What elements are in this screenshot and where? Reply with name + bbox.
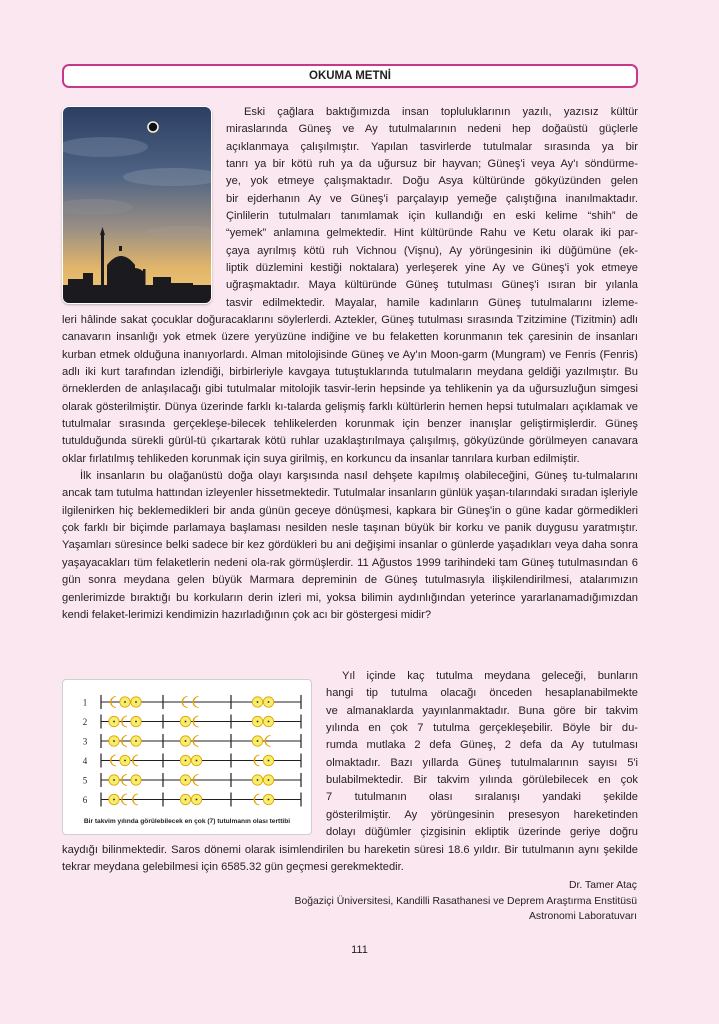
- sun-center-dot: [113, 740, 115, 742]
- sun-center-dot: [185, 721, 187, 723]
- author-affiliation-2: Astronomi Laboratuvarı: [528, 911, 637, 922]
- para1-line: liptik düzlemini kestiği noktalara) yerleşerek yine Ay ve Güneş'i yok etmeye: [226, 262, 638, 275]
- sun-center-dot: [257, 701, 259, 703]
- paragraph-1-continued: [62, 312, 638, 624]
- sun-center-dot: [185, 760, 187, 762]
- sun-center-dot: [135, 740, 137, 742]
- sun-center-dot: [185, 779, 187, 781]
- row-number: 2: [82, 717, 88, 727]
- reading-title: OKUMA METNİ: [309, 70, 391, 82]
- page-number: 111: [351, 944, 368, 956]
- sun-center-dot: [113, 799, 115, 801]
- sun-center-dot: [196, 799, 198, 801]
- para1-continuation: leri hâlinde sakat çocuklar doğuracaklarını söylerlerdi. Aztekler, Güneş tutulması sırasında Tzitzimine (Tizitmin) adlı canavarın insanlığı yok etmek üzere yeryüzüne indiğine ve bu felaketten korunmanın tek çaresinin de insanları kurban etmek olduğuna inanıyorlardı. Alman mitolojisinde Güneş ve Ay'ın Moon-garm (Mungram) ve Fenris (Fenris) adlı iki kurt tarafından izlendiği, birbirleriyle kavgaya tutuştuklarında tutulmaların meydana geldiği yazılmıştır. Bu örneklerden de anlaşılacağı gibi tutulmalar mitolojik tasvir-lerin hepsinde ya tehlikenin ya da uğursuzluğun simgesi olarak gösterilmiştir. Dünya üzerinde farklı kı-talarda gelişmiş farklı kültürlerin hemen hepsi tutulmaları açıklamak ve tutulmalar sırasında gerçekleşe-bilecek tehlikelerden korunmak için benzer inanışlar geliştirmişlerdir. Güneş tutulduğunda sürekli gürül-tü çıkartarak kötü ruhlar uzaklaştırılmaya çalışılmış, gökyüzünde görülmeyen canavara oklar fırlatılmış tehlikeden korunmak için suya girilmiş, en korkuncu da insanlar tanrılara kurban edilmiştir.: [62, 314, 638, 465]
- paragraph-1-wrapped: [226, 104, 638, 312]
- para3-line: ve almanaklarda yayınlanmaktadır. Buna göre bir takvim: [326, 704, 638, 717]
- eclipse-mosque-photo: [62, 106, 212, 304]
- figure-caption: Bir takvim yılında görülebilecek en çok (7) tutulmanın olası terttibi: [83, 818, 291, 825]
- paragraph-2: İlk insanların bu olağanüstü doğa olayı karşısında nasıl dehşete kapılmış olabileceğini, Güneş tu-tulmalarını ancak tam tutulma hattından izleyenler hissetmektedir. Tutulmalar insanların günlük yaşan-tılarındaki sıradan işleriyle ilgilenirken hiç beklemedikleri bir anda günün geceye dönüşmesi, kapkara bir Güneş'in o güne kadar görmedikleri çok farklı bir biçimde parlamaya başlaması nesilden nesle taşınan büyük bir korku ve panik duygusu yaratmıştır. Yaşamları süresince belki sadece bir kez gördükleri bu ani değişimi insanlar o günlerde yaşadıkları veya daha sonra yaşayacakları tüm felaketlerin nedeni ola-rak görmüşlerdir. 11 Ağustos 1999 tarihindeki tam Güneş tutulmasından 6 gün sonra meydana gelen büyük Marmara depreminin de Güneş tutulmasıyla ilişkilendirilmesi, atalarımızın genlerimizde bıraktığı bu korkuların derin izleri mi, yoksa bilimin aydınlığından yeterince yararlanamadığımızdan kendi felaket-lerimizi kendimizin hazırladığının çok acı bir göstergesi midir?: [62, 470, 638, 621]
- para3-line: bulabilmektedir. Bir takvim yılında görülebilecek en çok: [326, 774, 638, 787]
- eclipsed-sun-icon: [148, 122, 158, 132]
- sun-center-dot: [257, 721, 259, 723]
- paragraph-3-wrapped: [326, 668, 638, 841]
- para3-line: Yıl içinde kaç tutulma meydana geleceği, bunların: [342, 670, 638, 682]
- sun-center-dot: [113, 721, 115, 723]
- para1-line: “yemek” anlamına gelmektedir. Hint kültüründe Rahu ve Ketu olarak iki par-: [226, 227, 638, 240]
- eclipse-sequence-diagram: [63, 680, 311, 816]
- row-number: 3: [82, 736, 88, 747]
- sun-center-dot: [135, 779, 137, 781]
- para1-line: tasvir edilmektedir. Mayalar, hamile kadınların Güneş tutulmalarını izleme-: [226, 296, 638, 309]
- row-number: 4: [82, 756, 88, 766]
- para3-line: rumda mutlaka 2 defa Güneş, 2 defa da Ay tutulması: [326, 739, 638, 752]
- para3-line: gösterilmiştir. Ay yörüngesinin presesyon hareketinden: [326, 808, 638, 821]
- sun-center-dot: [268, 799, 270, 801]
- para1-line: bir ejderhanın Ay ve Güneş'i parçalayıp yemeğe çalıştığına inanılmaktadır.: [226, 192, 638, 205]
- para1-line: tanrı ya bir kötü ruh ya da uğursuz bir hayvan; Güneş'i veya Ay'ı söndürme-: [226, 158, 638, 171]
- sun-center-dot: [257, 740, 259, 742]
- sun-center-dot: [135, 721, 137, 723]
- para3-continuation: kaydığı bilinmektedir. Saros dönemi olarak isimlendirilen bu hareketin süresi 18.6 yıldır. Bir tutulmanın aynı şekilde tekrar meydana gelebilmesi için 6585.32 gün geçmesi gerekmektedir.: [62, 844, 638, 874]
- para1-line: açıklanmaya çalışılmıştır. Yapılan tasvirlerde tutulmalar sırasında ya bir: [226, 140, 638, 153]
- para1-line: miraslarında Güneş ve Ay tutulmalarının nedeni hep doğaüstü güçlerle: [226, 123, 638, 136]
- row-number: 6: [82, 795, 88, 805]
- para3-line: yılında en çok 7 tutulma gerçekleşebilir. Böyle bir du-: [326, 722, 638, 735]
- sun-center-dot: [268, 701, 270, 703]
- para1-line: ye, yok etmeye çalışmaktadır. Doğu Asya kültüründe gökyüzünden gelen: [226, 175, 638, 188]
- para3-line: 7 tutulmanın olası sıralanışı yandaki şekilde: [326, 791, 638, 804]
- para3-line: olmaktadır. Bazı yıllarda Güneş tutulmalarının sayısı 5'i: [326, 756, 638, 769]
- sun-center-dot: [185, 799, 187, 801]
- reading-title-box: [62, 64, 638, 88]
- author-name: Dr. Tamer Ataç: [569, 880, 637, 891]
- sun-center-dot: [268, 779, 270, 781]
- para1-line: Çinlilerin tutulmaları tanımlamak için kullandığı en eski kelime “shih” de: [226, 210, 638, 223]
- para3-line: hangi tip tutulma olacağı önceden hesaplanabilmekte: [326, 687, 638, 700]
- paragraph-3-continued: [62, 842, 638, 877]
- author-affiliation-1: Boğaziçi Üniversitesi, Kandilli Rasathanesi ve Deprem Araştırma Enstitüsü: [294, 896, 637, 907]
- row-number: 1: [82, 697, 88, 708]
- para1-line: çaya ayrılmış kötü ruh Vichnou (Vişnu), Ay yörüngesinin iki düğümüne (ek-: [226, 244, 638, 257]
- para3-line: dolayı düğümler çizgisinin ekliptik üzerinde geriye doğru: [326, 826, 638, 839]
- sun-center-dot: [196, 760, 198, 762]
- sun-center-dot: [268, 721, 270, 723]
- sun-center-dot: [124, 760, 126, 762]
- eclipse-sequence-figure: [62, 679, 312, 835]
- sun-center-dot: [185, 740, 187, 742]
- sun-center-dot: [124, 701, 126, 703]
- row-number: 5: [82, 775, 88, 786]
- sun-center-dot: [113, 779, 115, 781]
- sun-center-dot: [268, 760, 270, 762]
- sun-center-dot: [135, 701, 137, 703]
- para1-line: uğraşmaktadır. Maya kültüründe Güneş tutulması Güneş'i ısıran bir yılanla: [226, 279, 638, 292]
- sun-center-dot: [257, 779, 259, 781]
- para1-line: Eski çağlara baktığımızda insan topluluklarının yazılı, yazısız kültür: [244, 106, 638, 118]
